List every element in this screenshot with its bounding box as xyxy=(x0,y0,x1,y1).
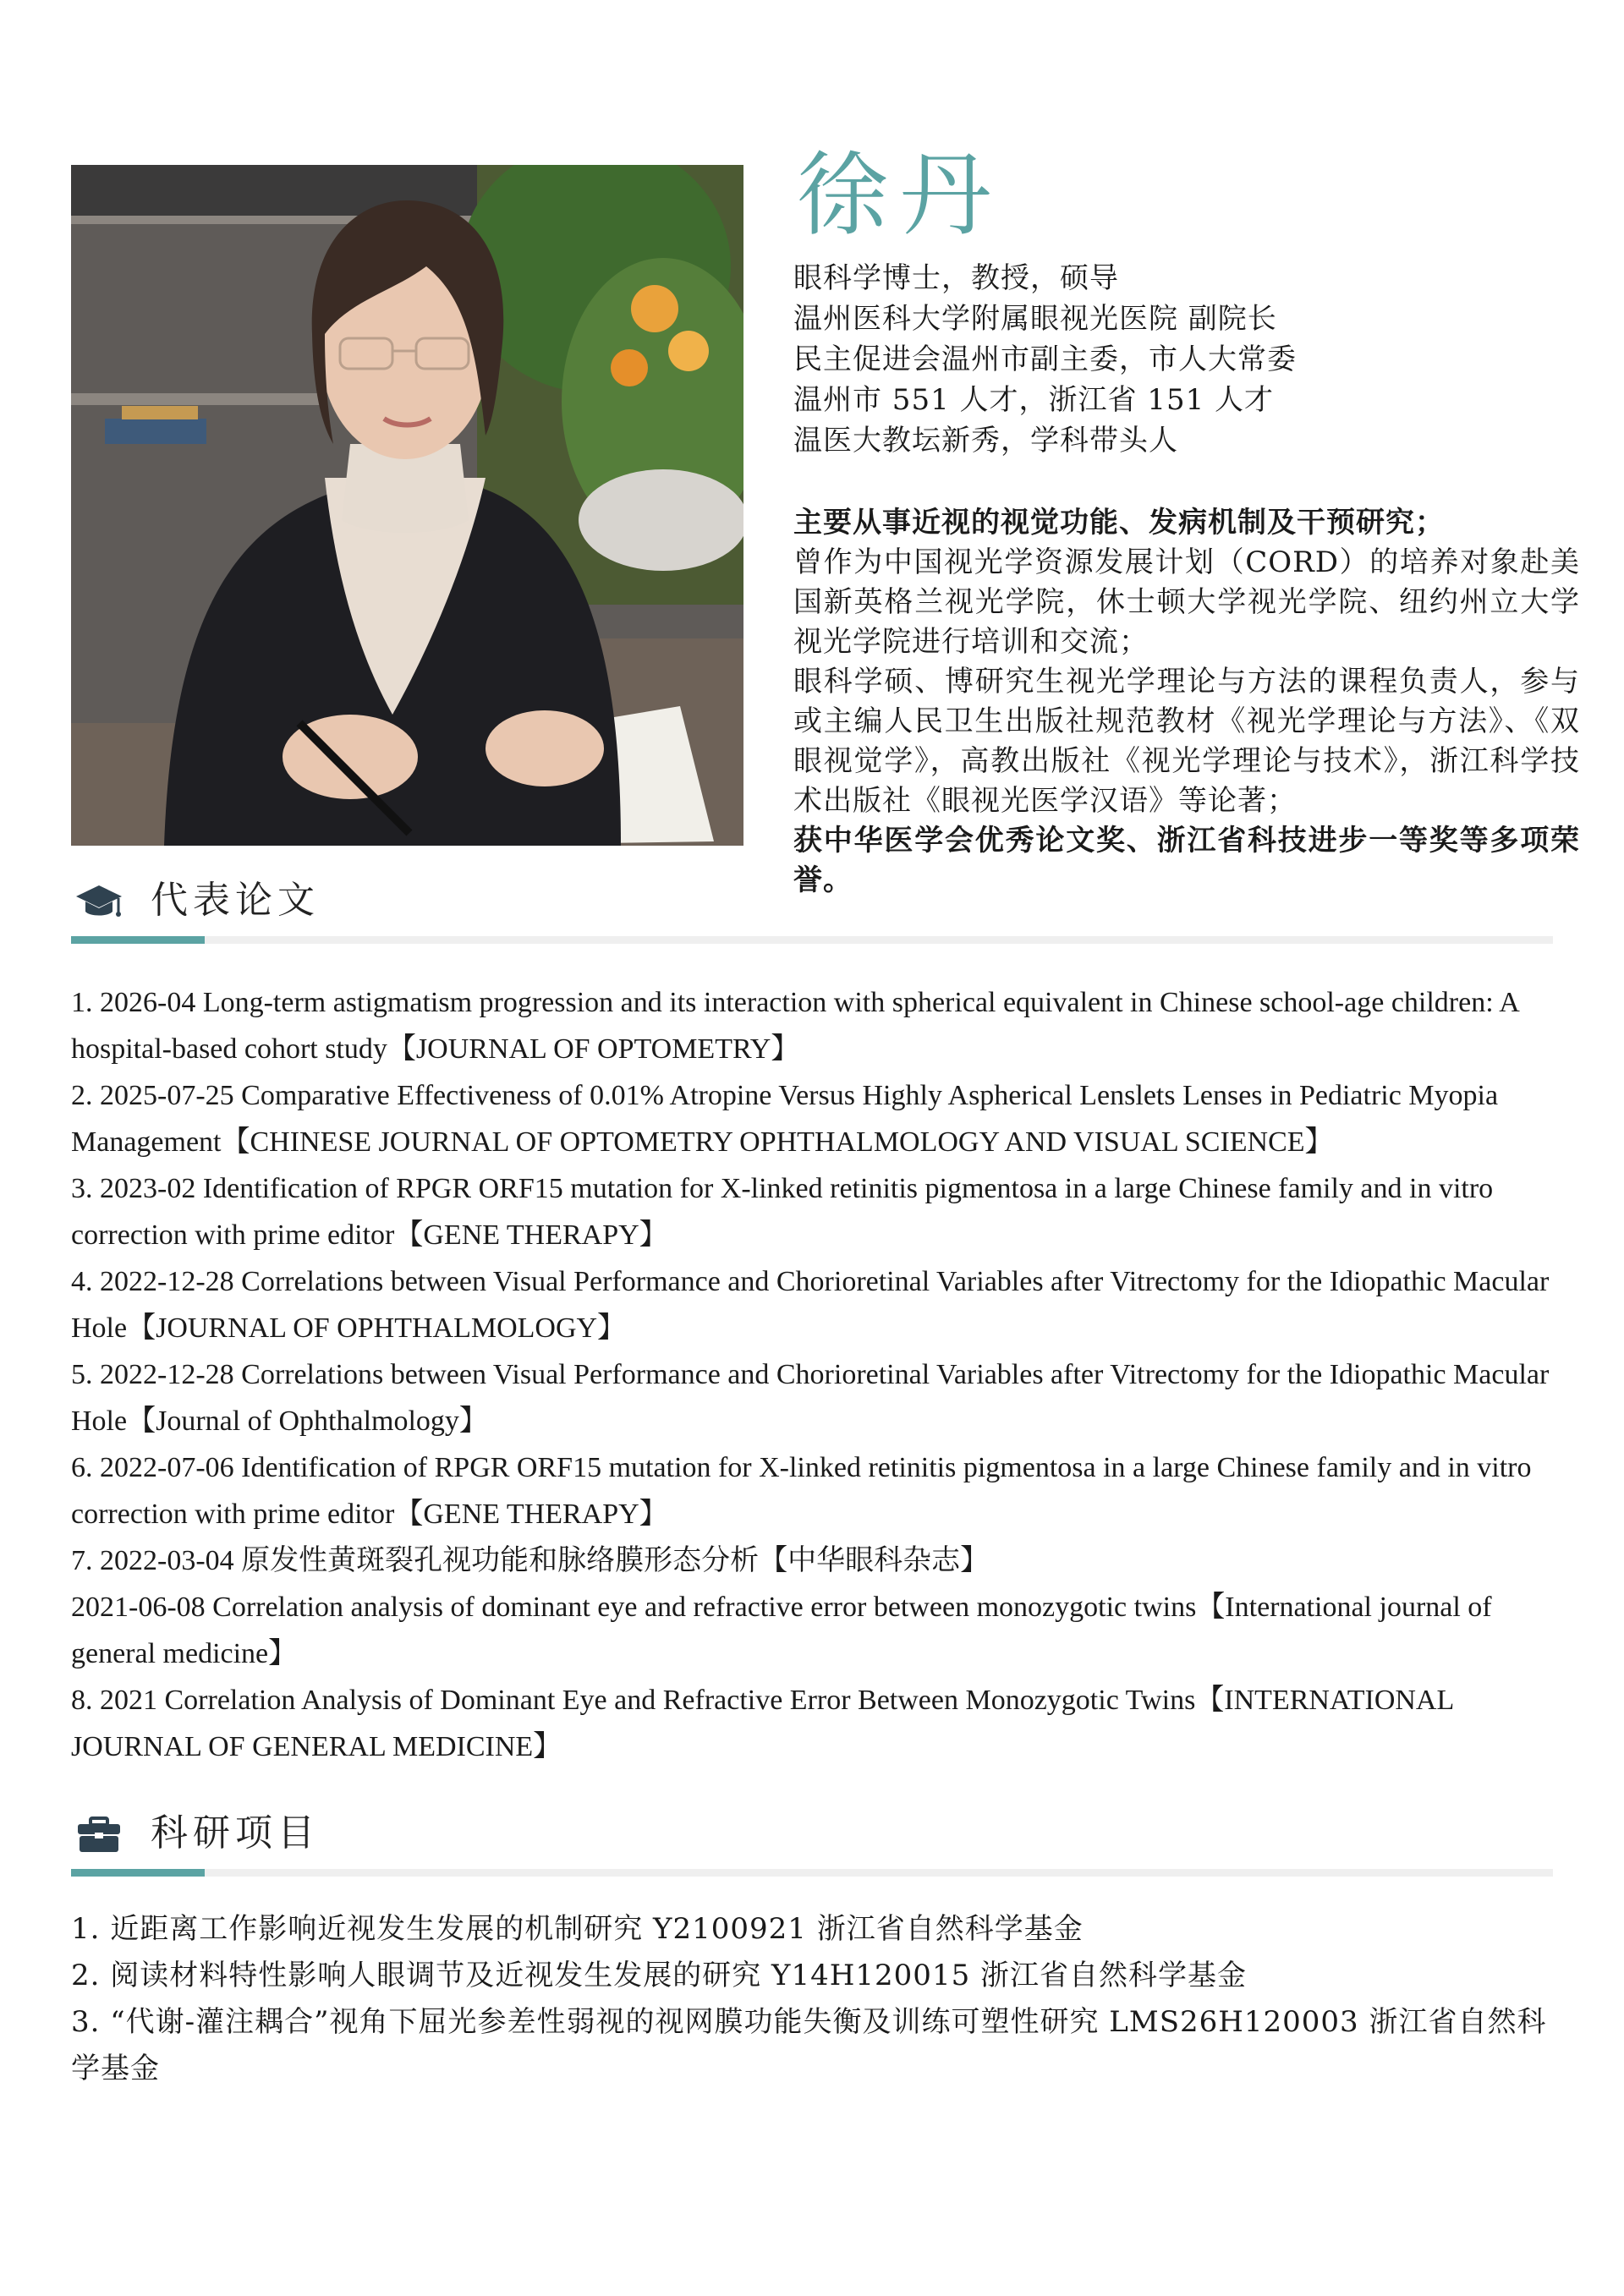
profile-photo xyxy=(71,165,743,846)
section-divider xyxy=(71,1869,1553,1877)
papers-section-title: 代表论文 xyxy=(151,879,320,922)
graduation-cap-icon xyxy=(74,884,123,921)
paper-item: 8. 2021 Correlation Analysis of Dominant Eye and Refractive Error Between Monozygotic Twins【INTERNATIONAL JOURNAL OF GENERAL MEDICINE】 xyxy=(71,1685,1453,1762)
project-item: 2. 阅读材料特性影响人眼调节及近视发生发展的研究 Y14H120015 浙江省自然科学基金 xyxy=(71,1959,1248,1992)
projects-section-title: 科研项目 xyxy=(151,1811,320,1855)
profile-title-line: 温州市 551 人才，浙江省 151 人才 xyxy=(793,383,1275,417)
papers-section-header xyxy=(71,875,1553,934)
paper-item: 7. 2022-03-04 原发性黄斑裂孔视功能和脉络膜形态分析【中华眼科杂志】 xyxy=(71,1545,990,1576)
section-divider-accent xyxy=(71,1869,205,1877)
project-item: 1. 近距离工作影响近视发生发展的机制研究 Y2100921 浙江省自然科学基金 xyxy=(71,1912,1084,1946)
projects-list xyxy=(71,1906,1560,2092)
profile-title-line: 温医大教坛新秀，学科带头人 xyxy=(793,424,1178,458)
profile-title-line: 温州医科大学附属眼视光医院 副院长 xyxy=(793,302,1277,336)
bio-research-focus: 主要从事近视的视觉功能、发病机制及干预研究； xyxy=(793,506,1445,540)
paper-item: 3. 2023-02 Identification of RPGR ORF15 mutation for X-linked retinitis pigmentosa in a large Chinese family and in vitro correction with prime editor【GENE THERAPY】 xyxy=(71,1173,1494,1251)
papers-list xyxy=(71,979,1560,1770)
profile-name: 徐丹 xyxy=(797,143,1004,249)
briefcase-icon xyxy=(74,1817,123,1854)
paper-item: 4. 2022-12-28 Correlations between Visual Performance and Chorioretinal Variables after Vitrectomy for the Idiopathic Macular Hole【JOURNAL OF OPHTHALMOLOGY】 xyxy=(71,1266,1550,1344)
projects-section-header xyxy=(71,1808,1553,1867)
bio-training: 曾作为中国视光学资源发展计划（CORD）的培养对象赴美国新英格兰视光学院，休士顿大学视光学院、纽约州立大学视光学院进行培训和交流； xyxy=(793,545,1580,659)
section-divider-accent xyxy=(71,936,205,944)
paper-item: 2. 2025-07-25 Comparative Effectiveness of 0.01% Atropine Versus Highly Aspherical Lenslets Lenses in Pediatric Myopia Management【CHINESE JOURNAL OF OPTOMETRY OPHTHALMOLOGY AND VISUAL SCIENCE】 xyxy=(71,1080,1499,1158)
profile-bio xyxy=(793,503,1580,901)
paper-item: 5. 2022-12-28 Correlations between Visual Performance and Chorioretinal Variables after Vitrectomy for the Idiopathic Macular Hole【Journal of Ophthalmology】 xyxy=(71,1359,1550,1437)
paper-item: 6. 2022-07-06 Identification of RPGR ORF15 mutation for X-linked retinitis pigmentosa in a large Chinese family and in vitro correction with prime editor【GENE THERAPY】 xyxy=(71,1452,1532,1530)
paper-item: 2021-06-08 Correlation analysis of dominant eye and refractive error between monozygotic twins【International journal of general medicine】 xyxy=(71,1592,1492,1669)
bio-teaching: 眼科学硕、博研究生视光学理论与方法的课程负责人，参与或主编人民卫生出版社规范教材《视光学理论与方法》、《双眼视觉学》，高教出版社《视光学理论与技术》，浙江科学技术出版社《眼视光医学汉语》等论著； xyxy=(793,665,1580,818)
project-item: 3. “代谢-灌注耦合”视角下屈光参差性弱视的视网膜功能失衡及训练可塑性研究 LMS26H120003 浙江省自然科学基金 xyxy=(71,2005,1547,2085)
profile-title-line: 眼科学博士，教授，硕导 xyxy=(793,261,1119,295)
section-divider xyxy=(71,936,1553,944)
paper-item: 1. 2026-04 Long-term astigmatism progression and its interaction with spherical equivalent in Chinese school-age children: A hospital-based cohort study【JOURNAL OF OPTOMETRY】 xyxy=(71,987,1518,1065)
profile-title-line: 民主促进会温州市副主委，市人大常委 xyxy=(793,342,1297,376)
bio-honors: 获中华医学会优秀论文奖、浙江省科技进步一等奖等多项荣誉。 xyxy=(793,824,1580,897)
profile-titles xyxy=(793,258,1580,461)
